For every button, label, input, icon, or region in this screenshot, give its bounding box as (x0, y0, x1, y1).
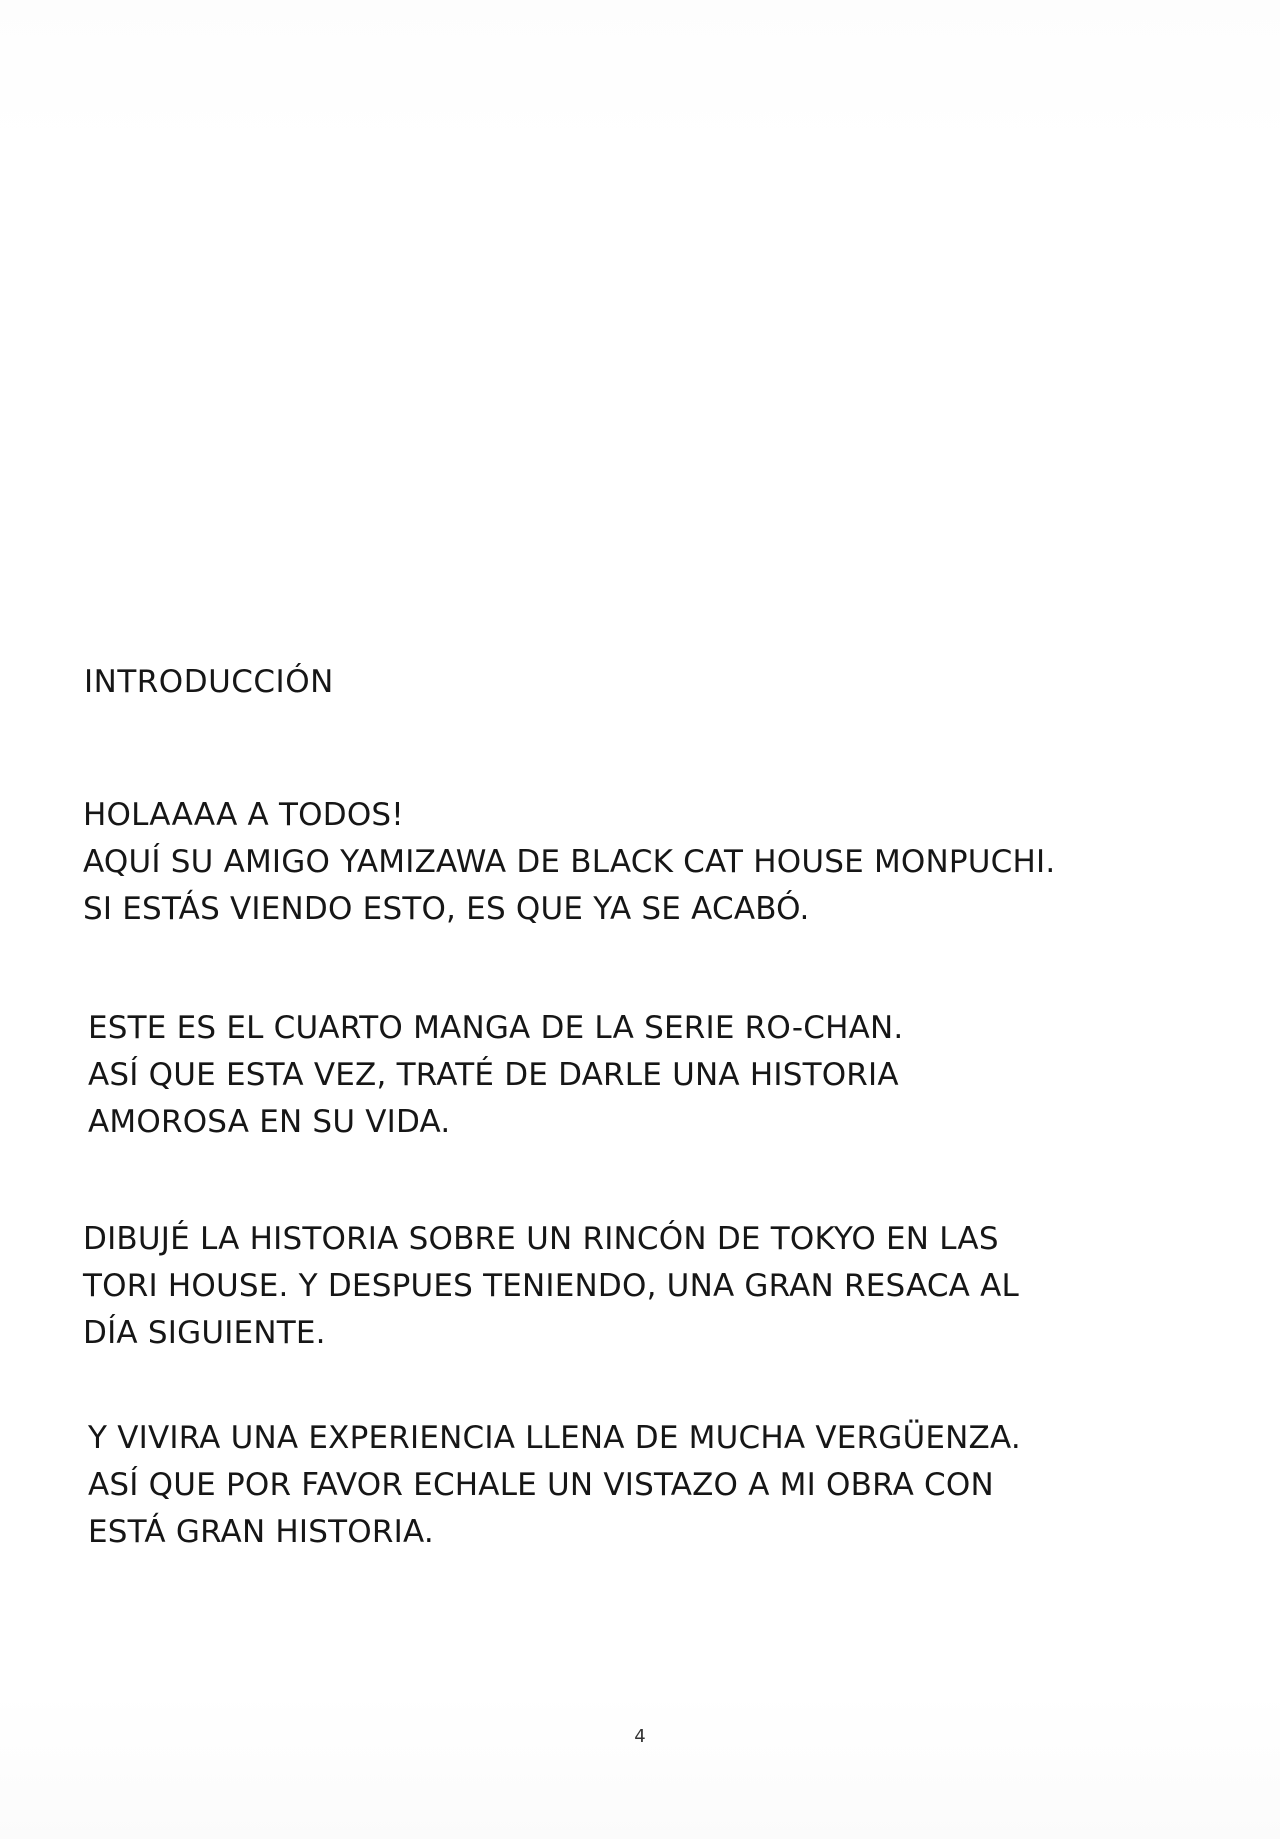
paragraph-closing (88, 1415, 1021, 1556)
paragraph-story (83, 1216, 1019, 1357)
paragraph-line: ASÍ QUE POR FAVOR ECHALE UN VISTAZO A MI OBRA CON (88, 1467, 994, 1503)
page-number: 4 (634, 1726, 646, 1747)
paragraph-line: Y VIVIRA UNA EXPERIENCIA LLENA DE MUCHA VERGÜENZA. (88, 1420, 1021, 1456)
paragraph-line: DÍA SIGUIENTE. (83, 1315, 326, 1351)
page-title: INTRODUCCIÓN (84, 664, 334, 700)
paragraph-line: AQUÍ SU AMIGO YAMIZAWA DE BLACK CAT HOUSE MONPUCHI. (83, 844, 1056, 880)
paragraph-line: ESTÁ GRAN HISTORIA. (88, 1514, 434, 1550)
paragraph-line: HOLAAAA A TODOS! (83, 797, 404, 833)
paragraph-greeting (83, 792, 1055, 933)
paragraph-line: DIBUJÉ LA HISTORIA SOBRE UN RINCÓN DE TOKYO EN LAS (83, 1221, 999, 1257)
paragraph-line: ASÍ QUE ESTA VEZ, TRATÉ DE DARLE UNA HISTORIA (88, 1057, 899, 1093)
paragraph-line: ESTE ES EL CUARTO MANGA DE LA SERIE RO-CHAN. (88, 1010, 904, 1046)
paragraph-series (88, 1005, 903, 1146)
paragraph-line: TORI HOUSE. Y DESPUES TENIENDO, UNA GRAN RESACA AL (83, 1268, 1020, 1304)
paragraph-line: SI ESTÁS VIENDO ESTO, ES QUE YA SE ACABÓ. (83, 891, 810, 927)
paragraph-line: AMOROSA EN SU VIDA. (88, 1104, 451, 1140)
